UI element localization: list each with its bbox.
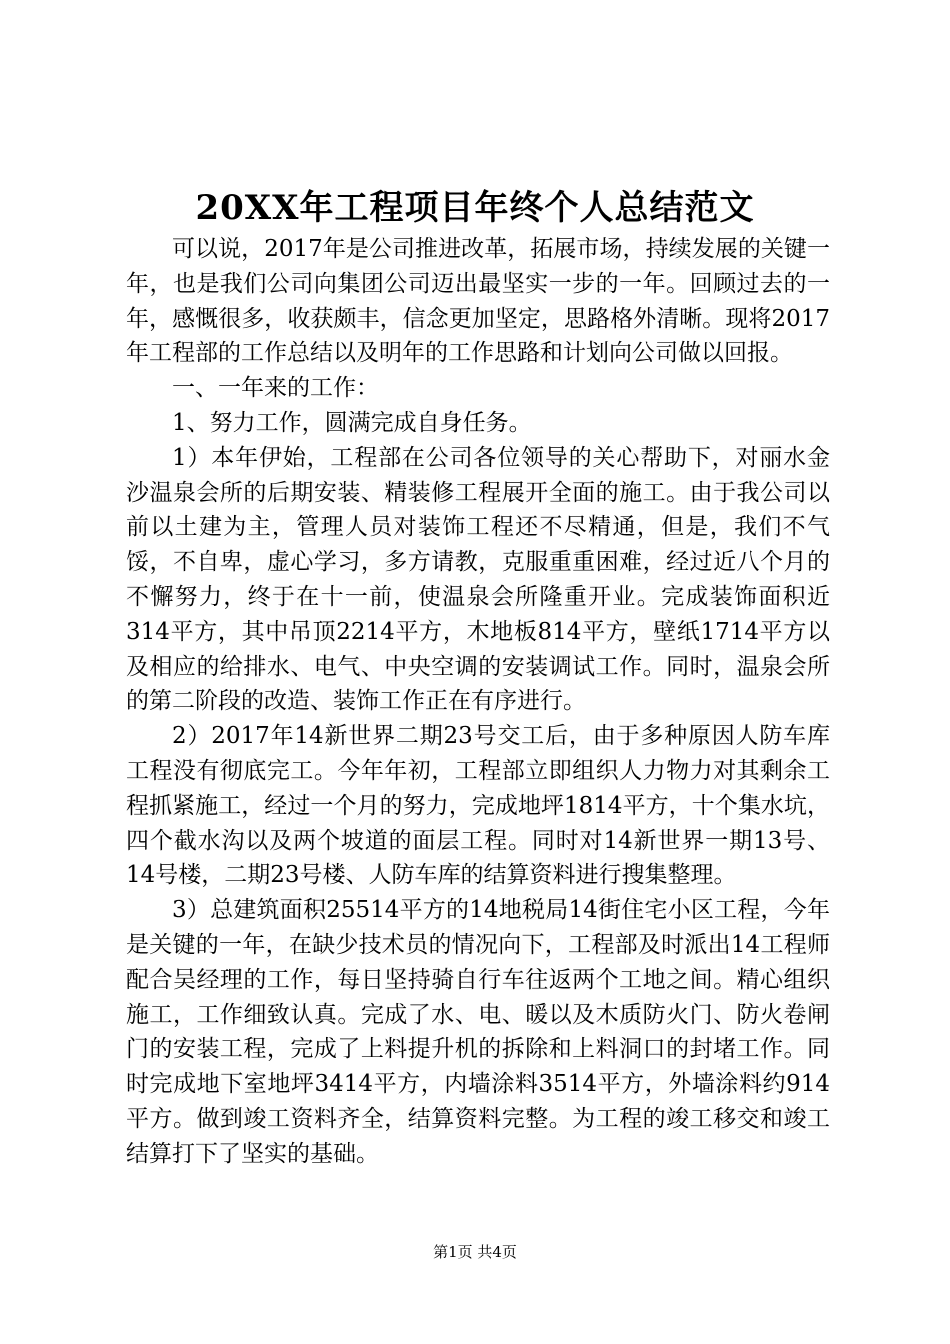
paragraph-item-1: 1）本年伊始，工程部在公司各位领导的关心帮助下，对丽水金沙温泉会所的后期安装、精装修工程展开全面的施工。由于我公司以前以土建为主，管理人员对装饰工程还不尽精通，但是，我们不气馁，不自卑，虚心学习，多方请教，克服重重困难，经过近八个月的不懈努力，终于在十一前，使温泉会所隆重开业。完成装饰面积近314平方，其中吊顶2214平方，木地板814平方，壁纸1714平方以及相应的给排水、电气、中央空调的安装调试工作。同时，温泉会所的第二阶段的改造、装饰工作正在有序进行。 — [126, 444, 830, 715]
subsection-heading: 1、努力工作，圆满完成自身任务。 — [172, 409, 532, 436]
paragraph-intro: 可以说，2017年是公司推进改革，拓展市场，持续发展的关键一年，也是我们公司向集团公司迈出最坚实一步的一年。回顾过去的一年，感慨很多，收获颇丰，信念更加坚定，思路格外清晰。现将2017年工程部的工作总结以及明年的工作思路和计划向公司做以回报。 — [126, 236, 830, 367]
document-title: 20XX年工程项目年终个人总结范文 — [195, 188, 755, 228]
section-heading: 一、一年来的工作： — [172, 375, 379, 402]
document-body — [126, 232, 830, 1172]
page-number-footer: 第1页 共4页 — [433, 1243, 517, 1261]
paragraph-item-3: 3）总建筑面积25514平方的14地税局14街住宅小区工程，今年是关键的一年，在缺少技术员的情况向下，工程部及时派出14工程师配合吴经理的工作，每日坚持骑自行车往返两个工地之间。精心组织施工，工作细致认真。完成了水、电、暖以及木质防火门、防火卷闸门的安装工程，完成了上料提升机的拆除和上料洞口的封堵工作。同时完成地下室地坪3414平方，内墙涂料3514平方，外墙涂料约914平方。做到竣工资料齐全，结算资料完整。为工程的竣工移交和竣工结算打下了坚实的基础。 — [126, 897, 830, 1167]
paragraph-item-2: 2）2017年14新世界二期23号交工后，由于多种原因人防车库工程没有彻底完工。今年年初，工程部立即组织人力物力对其剩余工程抓紧施工，经过一个月的努力，完成地坪1814平方，十个集水坑，四个截水沟以及两个坡道的面层工程。同时对14新世界一期13号、14号楼，二期23号楼、人防车库的结算资料进行搜集整理。 — [126, 723, 830, 889]
